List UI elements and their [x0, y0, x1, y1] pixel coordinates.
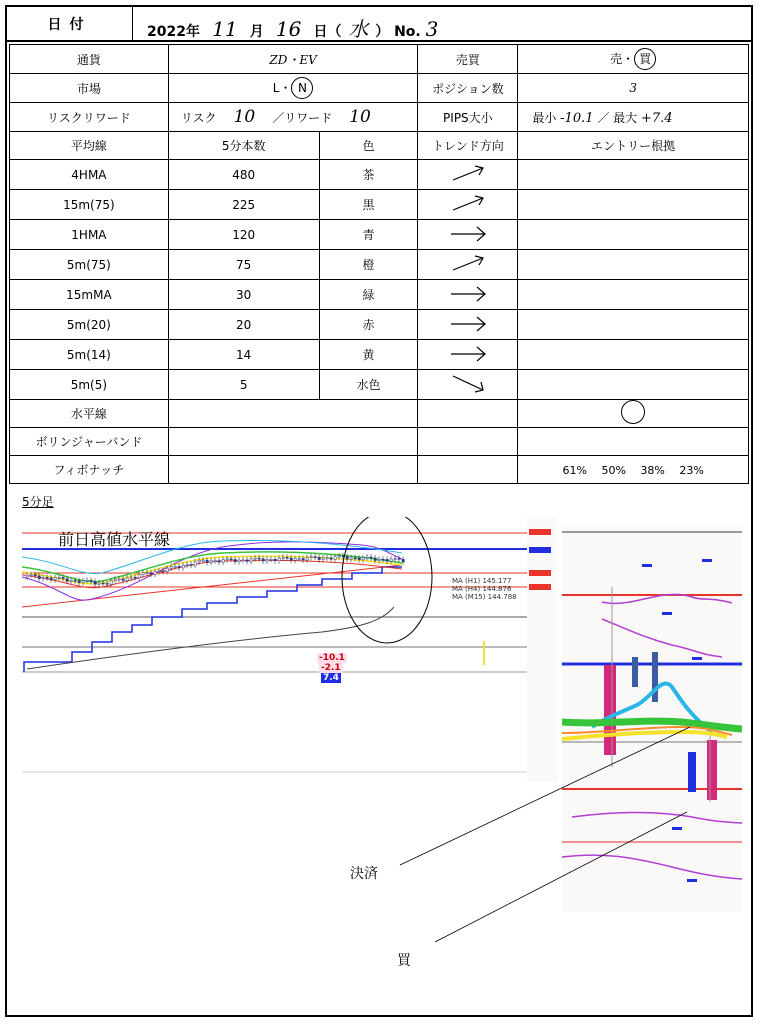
annotation-lines	[7, 7, 751, 1015]
ma-readout-m15: MA (M15) 144.788	[452, 593, 517, 601]
ma-header-label: 平均線	[10, 132, 169, 160]
ma-color: 黄	[319, 340, 418, 370]
positions-value: 3	[518, 74, 749, 103]
ma-name: 15mMA	[10, 280, 169, 310]
badge-loss: -10.1	[319, 653, 345, 663]
badge-mid: -2.1	[321, 663, 341, 673]
ma-color: 茶	[319, 160, 418, 190]
reward-value: 10	[349, 107, 371, 127]
month-value: 11	[212, 17, 238, 41]
ma-bars: 480	[168, 160, 319, 190]
ma-color: 水色	[319, 370, 418, 400]
min-max-sep: ／	[597, 110, 610, 125]
horizontal-label: 水平線	[10, 400, 169, 428]
bollinger-label: ボリンジャーバンド	[10, 428, 169, 456]
ma-readout-h4: MA (H4) 144.876	[452, 585, 512, 593]
ma-name: 5m(20)	[10, 310, 169, 340]
market-label: 市場	[10, 74, 169, 103]
max-value: +7.4	[641, 110, 673, 126]
chart-title: 前日高値水平線	[58, 530, 171, 549]
badge-gain: 7.4	[323, 673, 339, 683]
ma-bars: 120	[168, 220, 319, 250]
day-label: 日（	[313, 24, 342, 40]
market-l: L・	[272, 81, 292, 95]
ma-color: 青	[319, 220, 418, 250]
ma-header-color: 色	[319, 132, 418, 160]
ma-color: 赤	[319, 310, 418, 340]
fibo-label: フィボナッチ	[10, 456, 169, 484]
side-sell: 売・	[610, 52, 635, 66]
risk-reward-label: リスクリワード	[10, 103, 169, 132]
ma-bars: 5	[168, 370, 319, 400]
min-value: -10.1	[560, 110, 594, 126]
weekday-value: 水	[348, 17, 369, 41]
fibo-levels: 61% 50% 38% 23%	[518, 456, 749, 484]
positions-label: ポジション数	[418, 74, 518, 103]
side-label: 売買	[418, 45, 518, 74]
ma-bars: 225	[168, 190, 319, 220]
no-label: No.	[394, 24, 421, 40]
pips-label: PIPS大小	[418, 103, 518, 132]
ma-name: 15m(75)	[10, 190, 169, 220]
currency-label: 通貨	[10, 45, 169, 74]
risk-value: 10	[233, 107, 256, 127]
currency-value: ZD・EV	[168, 45, 418, 74]
side-buy-circled: 買	[634, 48, 656, 70]
ma-name: 5m(75)	[10, 250, 169, 280]
date-label: 日付	[7, 7, 133, 40]
ma-bars: 30	[168, 280, 319, 310]
section-label: 5分足	[22, 495, 54, 509]
ma-header-count: 5分本数	[168, 132, 319, 160]
ma-header-entry: エントリー根拠	[518, 132, 749, 160]
ma-color: 緑	[319, 280, 418, 310]
trade-journal-sheet	[5, 5, 753, 1017]
ma-name: 1HMA	[10, 220, 169, 250]
max-label: 最大	[613, 110, 638, 125]
risk-label: リスク	[180, 111, 217, 125]
ma-bars: 20	[168, 310, 319, 340]
ma-readout-h1: MA (H1) 145.177	[452, 577, 512, 585]
annotation-settle: 決済	[350, 866, 378, 882]
annotation-buy: 買	[397, 953, 411, 969]
close-paren: ）	[375, 24, 390, 40]
ma-header-trend: トレンド方向	[418, 132, 518, 160]
min-label: 最小	[532, 110, 557, 125]
day-value: 16	[275, 17, 302, 41]
no-value: 3	[425, 17, 439, 41]
month-label: 月	[249, 24, 264, 40]
ma-color: 黒	[319, 190, 418, 220]
ma-color: 橙	[319, 250, 418, 280]
market-n-circled: N	[291, 77, 313, 99]
reward-label: ／リワード	[272, 111, 333, 125]
ma-bars: 75	[168, 250, 319, 280]
ma-name: 5m(14)	[10, 340, 169, 370]
year-text: 2022年	[147, 24, 200, 40]
ma-name: 5m(5)	[10, 370, 169, 400]
ma-name: 4HMA	[10, 160, 169, 190]
ma-bars: 14	[168, 340, 319, 370]
